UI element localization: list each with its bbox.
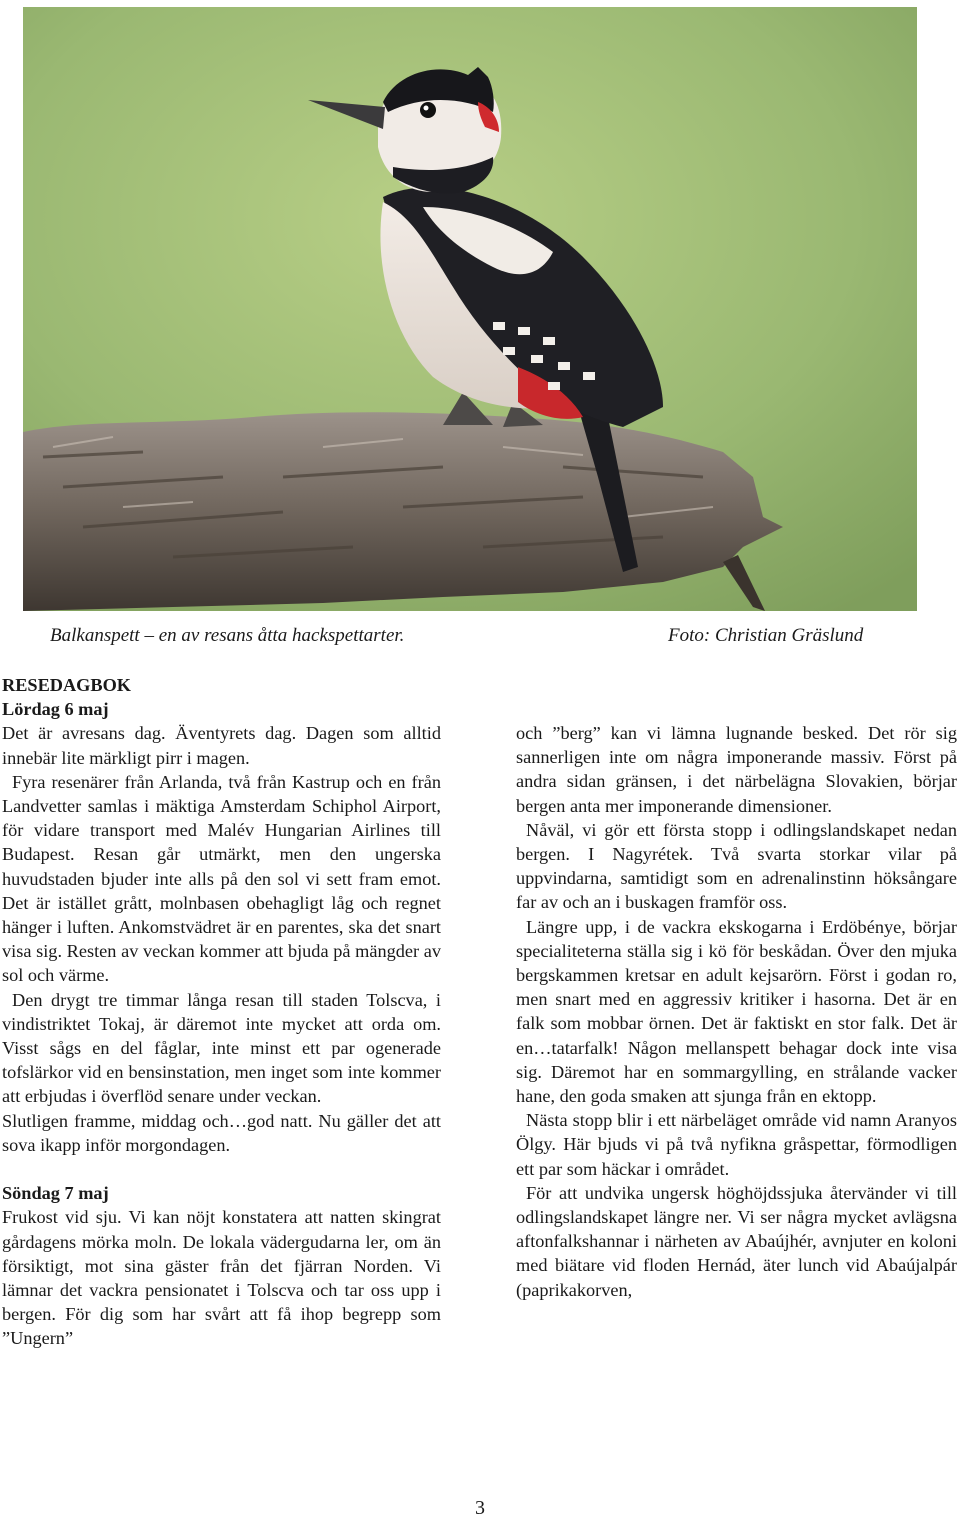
paragraph: Nåväl, vi gör ett första stopp i odlingslandskapet nedan bergen. I Nagyrétek. Två svarta storkar vilar på uppvindarna, samtidigt som en adrenalinstinn höksångare far av och an i buskagen framför oss. (516, 819, 957, 913)
right-column (516, 721, 957, 1302)
paragraph: Frukost vid sju. Vi kan nöjt konstatera att natten skingrat gårdagens mörka moln. De lokala vädergudarna ler, om än försiktigt, mot sina gäster från det fjärran Norden. Vi lämnar det vackra pensionatet i Tolscva och tar oss upp i bergen. För dig som har svårt att få ihop begrepp som ”Ungern” (2, 1207, 441, 1349)
page-number: 3 (475, 1497, 485, 1519)
paragraph: Längre upp, i de vackra ekskogarna i Erdöbénye, börjar specialiteterna ställa sig i kö för beskådan. Över den mjuka bergskammen kretsar en adult kejsarörn. Först i godan ro, men snart med en aggressiv kritiker i hasorna. Det är en falk som mobbar örnen. Det är faktiskt en stor falk. Det är en…tatarfalk! Någon mellanspett behagar dock inte visa sig. Däremot har en sommargylling, en strålande vacker hane, den goda smaken att sjunga från en ektopp. (516, 916, 957, 1107)
photo-caption: Balkanspett – en av resans åtta hackspettarter. (50, 625, 405, 646)
day-heading: Söndag 7 maj (2, 1183, 109, 1204)
paragraph: Den drygt tre timmar långa resan till staden Tolscva, i vindistriktet Tokaj, är däremot inte mycket att orda om. Visst sågs en del fåglar, inte minst ett par ogenerade tofslärkor vid en bensinstation, men inget som inte kommer att erbjudas i överflöd senare under veckan. (2, 989, 441, 1107)
photo-credit: Foto: Christian Gräslund (668, 625, 864, 646)
diary-title: RESEDAGBOK (2, 675, 132, 695)
woodpecker-photo (23, 7, 917, 611)
paragraph: Fyra resenärer från Arlanda, två från Kastrup och en från Landvetter samlas i mäktiga Amsterdam Schiphol Airport, för vidare transport med Malév Hungarian Airlines till Budapest. Resan går utmärkt, men den ungerska huvudstaden bjuder inte alls på den sol vi sett fram emot. Det är istället grått, molnbasen obehagligt låg och regnet hänger i luften. Ankomstvädret är en parentes, ska det snart visa sig. Resten av veckan kommer att bjuda på mängder av sol och värme. (2, 771, 441, 986)
left-column (2, 673, 441, 1351)
spacer (2, 1157, 441, 1181)
paragraph: Slutligen framme, middag och…god natt. Nu gäller det att sova ikapp inför morgondagen. (2, 1110, 441, 1155)
paragraph: och ”berg” kan vi lämna lugnande besked. Det rör sig sannerligen inte om några imponerande massiv. Först på andra sidan gränsen, i det närbelägna Slovakien, börjar bergen anta mer imponerande dimensioner. (516, 723, 957, 816)
paragraph: Det är avresans dag. Äventyrets dag. Dagen som alltid innebär lite märkligt pirr i magen. (2, 723, 441, 768)
paragraph: För att undvika ungersk höghöjdssjuka återvänder vi till odlingslandskapet längre ner. Vi ser några mycket avlägsna aftonfalkshannar i närheten av Abaújhér, avnjuter en koloni med biätare vid floden Hernád, äter lunch vid Abaújalpár (paprikakorven, (516, 1182, 957, 1300)
paragraph: Nästa stopp blir i ett närbeläget område vid namn Aranyos Ölgy. Här bjuds vi på två nyfikna gråspettar, förmodligen ett par som häckar i området. (516, 1110, 957, 1179)
day-heading: Lördag 6 maj (2, 699, 109, 720)
